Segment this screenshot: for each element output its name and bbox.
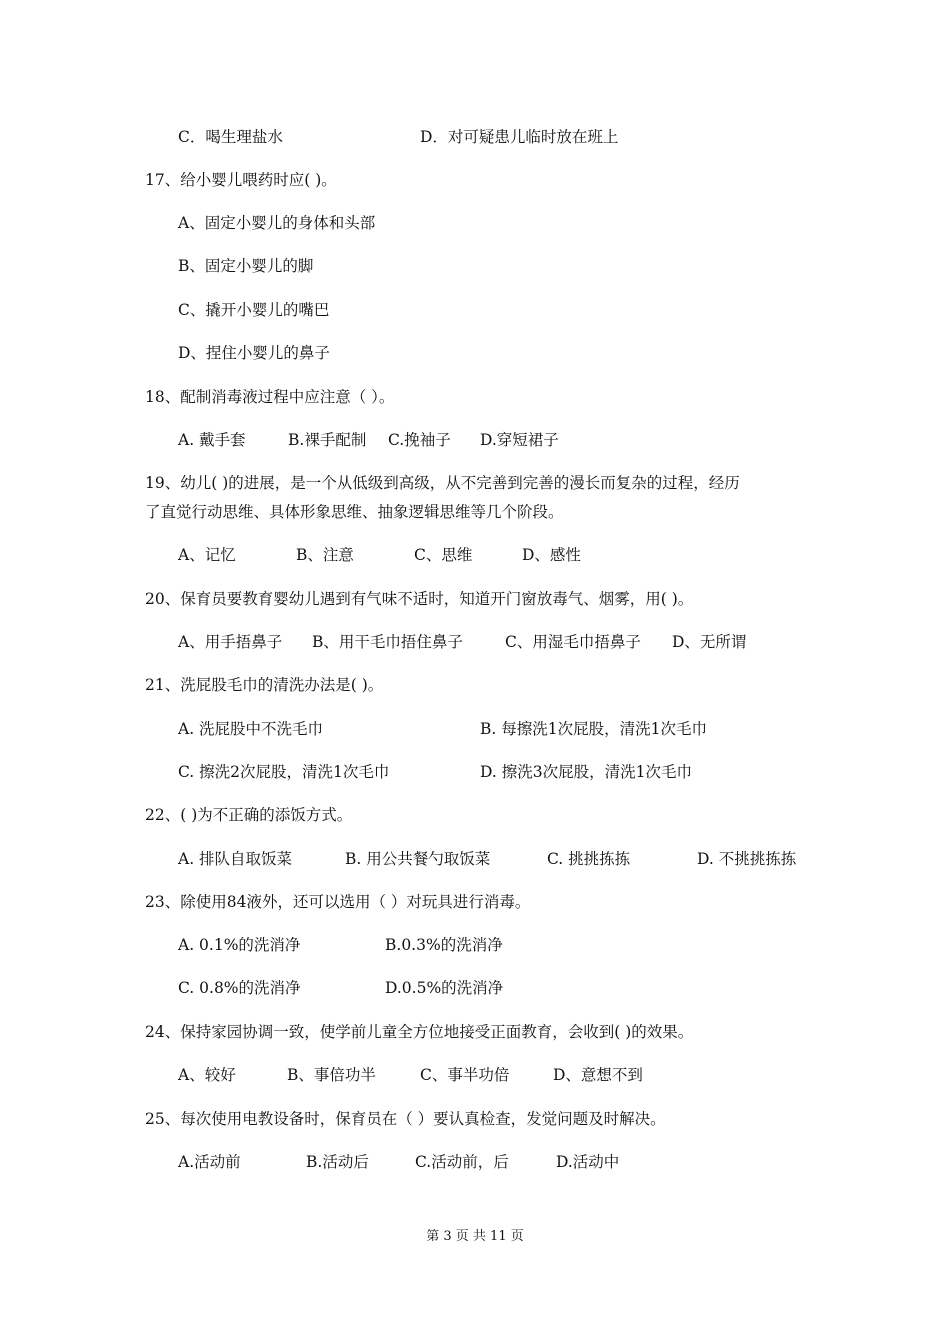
question-text: 24、保持家园协调一致，使学前儿童全方位地接受正面教育，会收到( )的效果。 xyxy=(145,1023,694,1041)
answer-option: B. 每擦洗1次屁股，清洗1次毛巾 xyxy=(480,720,707,738)
answer-option: C. 挑挑拣拣 xyxy=(547,850,631,868)
answer-option: C. 擦洗2次屁股，清洗1次毛巾 xyxy=(178,763,390,781)
question-text: 22、( )为不正确的添饭方式。 xyxy=(145,806,353,824)
answer-option: B.活动后 xyxy=(306,1153,369,1171)
question-text: 25、每次使用电教设备时，保育员在（ ）要认真检查，发觉问题及时解决。 xyxy=(145,1110,666,1128)
answer-option: D、无所谓 xyxy=(672,633,747,651)
answer-option: B.0.3%的洗消净 xyxy=(385,936,503,954)
answer-option: D. 擦洗3次屁股，清洗1次毛巾 xyxy=(480,763,692,781)
answer-option: D、捏住小婴儿的鼻子 xyxy=(178,344,330,362)
answer-option: B、注意 xyxy=(296,546,354,564)
question-text: 17、给小婴儿喂药时应( )。 xyxy=(145,171,337,189)
answer-option: C.挽袖子 xyxy=(388,431,451,449)
question-text: 18、配制消毒液过程中应注意（ ）。 xyxy=(145,388,395,406)
answer-option: B. 用公共餐勺取饭菜 xyxy=(345,850,491,868)
question-text: 23、除使用84液外，还可以选用（ ）对玩具进行消毒。 xyxy=(145,893,531,911)
question-text: 20、保育员要教育婴幼儿遇到有气味不适时，知道开门窗放毒气、烟雾，用( )。 xyxy=(145,590,694,608)
answer-option: D.穿短裙子 xyxy=(480,431,559,449)
answer-option: C. 0.8%的洗消净 xyxy=(178,979,301,997)
answer-option: A、固定小婴儿的身体和头部 xyxy=(178,214,376,232)
question-text-continued: 了直觉行动思维、具体形象思维、抽象逻辑思维等几个阶段。 xyxy=(145,503,564,521)
answer-option: D．对可疑患儿临时放在班上 xyxy=(420,128,619,146)
answer-option: C、思维 xyxy=(414,546,473,564)
answer-option: C.活动前，后 xyxy=(415,1153,509,1171)
answer-option: B、固定小婴儿的脚 xyxy=(178,257,314,275)
answer-option: C、用湿毛巾捂鼻子 xyxy=(505,633,641,651)
answer-option: A. 排队自取饭菜 xyxy=(178,850,293,868)
answer-option: D. 不挑挑拣拣 xyxy=(697,850,797,868)
answer-option: A. 戴手套 xyxy=(178,431,246,449)
answer-option: B、用干毛巾捂住鼻子 xyxy=(312,633,463,651)
answer-option: D、感性 xyxy=(522,546,581,564)
answer-option: D.活动中 xyxy=(556,1153,620,1171)
question-text: 21、洗屁股毛巾的清洗办法是( )。 xyxy=(145,676,384,694)
answer-option: B.裸手配制 xyxy=(288,431,367,449)
question-text: 19、幼儿( )的进展，是一个从低级到高级，从不完善到完善的漫长而复杂的过程，经历 xyxy=(145,474,740,492)
answer-option: A. 洗屁股中不洗毛巾 xyxy=(178,720,324,738)
answer-option: C、事半功倍 xyxy=(420,1066,510,1084)
answer-option: C．喝生理盐水 xyxy=(178,128,283,146)
answer-option: B、事倍功半 xyxy=(287,1066,376,1084)
answer-option: A、用手捂鼻子 xyxy=(178,633,283,651)
answer-option: D、意想不到 xyxy=(553,1066,643,1084)
answer-option: A.活动前 xyxy=(178,1153,241,1171)
page-footer: 第 3 页 共 11 页 xyxy=(426,1229,524,1244)
answer-option: A. 0.1%的洗消净 xyxy=(178,936,301,954)
answer-option: A、较好 xyxy=(178,1066,236,1084)
answer-option: A、记忆 xyxy=(178,546,236,564)
answer-option: C、撬开小婴儿的嘴巴 xyxy=(178,301,330,319)
answer-option: D.0.5%的洗消净 xyxy=(385,979,504,997)
